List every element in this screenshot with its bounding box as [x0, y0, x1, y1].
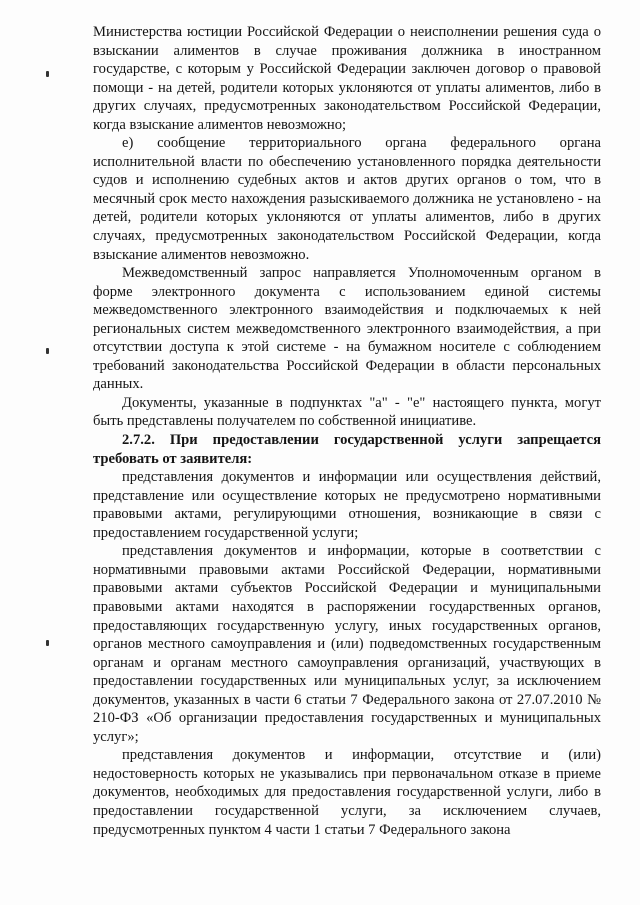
margin-mark [46, 71, 49, 77]
paragraph-prohibition-3: представления документов и информации, отсутствие и (или) недостоверность которых не указывались при первоначальном отказе в приеме документов, необходимых для предоставления государственной услуги, либо в предоставлении государственной услуги, за исключением случаев, предусмотренных пунктом 4 части 1 статьи 7 Федерального закона [93, 747, 601, 838]
paragraph-prohibition-1: представления документов и информации или осуществления действий, представление или осуществление которых не предусмотрено нормативными правовыми актами, регулирующими отношения, возникающие в связи с предоставлением государственной услуги; [93, 469, 601, 541]
paragraph-prohibition-2: представления документов и информации, которые в соответствии с нормативными правовыми актами Российской Федерации, нормативными правовыми актами субъектов Российской Федерации и муниципальными правовыми актами находятся в распоряжении государственных органов, предоставляющих государственную услугу, иных государственных органов, органов местного самоуправления и (или) подведомственных государственным органам и органам местного самоуправления организаций, участвующих в предоставлении государственных или муниципальных услуг, за исключением документов, указанных в части 6 статьи 7 Федерального закона от 27.07.2010 № 210-ФЗ «Об организации предоставления государственных и муниципальных услуг»; [93, 543, 601, 745]
paragraph-continuation: Министерства юстиции Российской Федерации о неисполнении решения суда о взыскании алиментов в случае проживания должника в иностранном государстве, с которым у Российской Федерации заключен договор о правовой помощи - на детей, родители которых уклоняются от уплаты алиментов, либо в других случаях, предусмотренных законодательством Российской Федерации, когда взыскание алиментов невозможно; [93, 24, 601, 133]
document-body [93, 23, 601, 839]
section-heading-2-7-2: 2.7.2. При предоставлении государственной услуги запрещается требовать от заявителя: [93, 432, 601, 467]
paragraph-item-e: е) сообщение территориального органа федерального органа исполнительной власти по обеспечению установленного порядка деятельности судов и исполнению судебных актов и актов других органов о том, что в месячный срок место нахождения разыскиваемого должника не установлено - на детей, родители которых уклоняются от уплаты алиментов, либо в других случаях, предусмотренных законодательством Российской Федерации, когда взыскание алиментов невозможно. [93, 135, 601, 263]
paragraph-documents-initiative: Документы, указанные в подпунктах "а" - "е" настоящего пункта, могут быть представлены получателем по собственной инициативе. [93, 394, 601, 430]
paragraph-interagency-request: Межведомственный запрос направляется Уполномоченным органом в форме электронного документа с использованием единой системы межведомственного электронного взаимодействия и подключаемых к ней региональных систем межведомственного электронного взаимодействия, а при отсутствии доступа к этой системе - на бумажном носителе с соблюдением требований законодательства Российской Федерации в области персональных данных. [93, 265, 601, 393]
margin-mark [46, 640, 49, 646]
margin-mark [46, 348, 49, 354]
